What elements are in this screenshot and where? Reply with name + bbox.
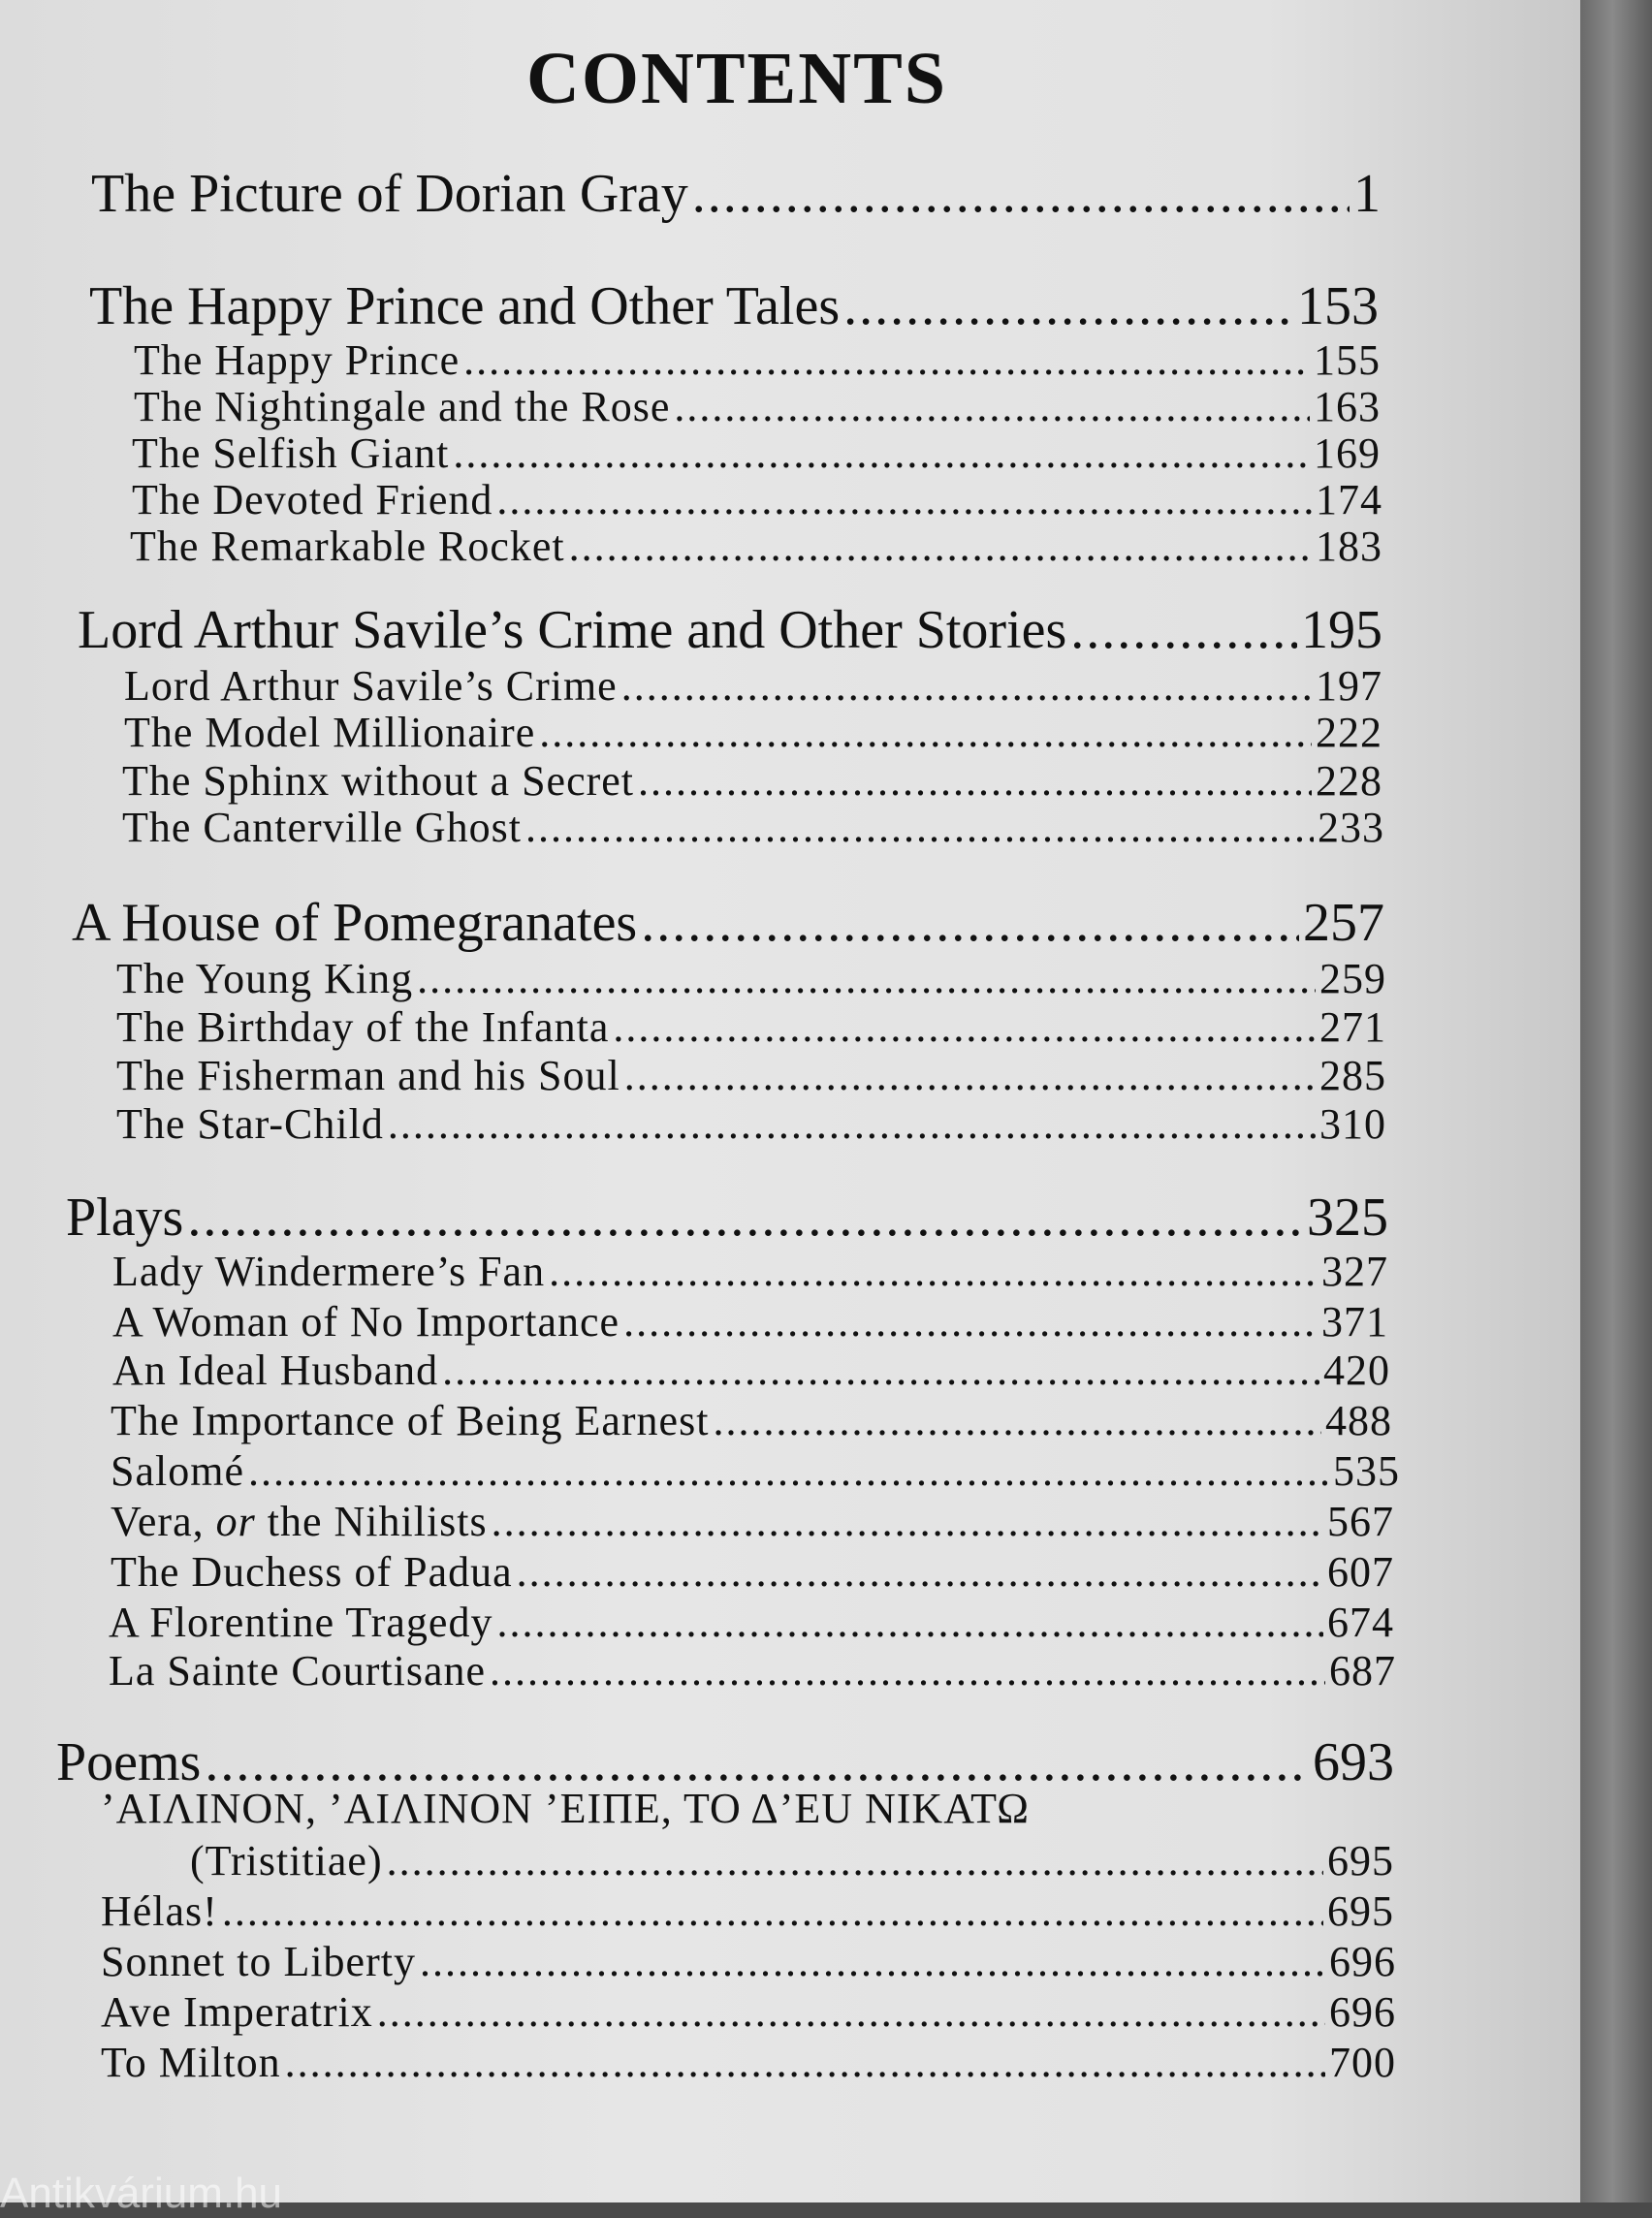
toc-entry-label: The Selfish Giant — [132, 429, 450, 477]
toc-entry — [116, 954, 1386, 1003]
leader-dots — [525, 803, 1314, 852]
toc-entry-label: The Fisherman and his Soul — [116, 1052, 620, 1099]
toc-section-label: Lord Arthur Savile’s Crime and Other Stories — [78, 600, 1067, 660]
leader-dots — [496, 475, 1312, 524]
toc-entry-label: The Nightingale and the Rose — [134, 383, 671, 430]
toc-entry-page: 567 — [1327, 1498, 1394, 1545]
leader-dots — [1070, 599, 1297, 661]
toc-entry — [112, 1346, 1390, 1395]
toc-entry-label: To Milton — [101, 2039, 281, 2086]
leader-dots — [387, 1836, 1323, 1885]
toc-entry-page: 1 — [1353, 164, 1381, 224]
toc-section-label: A House of Pomegranates — [72, 893, 638, 953]
toc-entry — [124, 708, 1382, 757]
toc-entry — [134, 382, 1381, 431]
leader-dots — [417, 954, 1316, 1003]
toc-entry-label: The Model Millionaire — [124, 709, 536, 756]
toc-entry-page: 259 — [1319, 955, 1386, 1002]
toc-entry-page: 696 — [1329, 1938, 1396, 1985]
leader-dots — [222, 1886, 1323, 1936]
toc-entry — [116, 1002, 1386, 1052]
toc-entry — [116, 1051, 1386, 1100]
toc-entry-page: 197 — [1316, 662, 1382, 710]
leader-dots — [569, 522, 1312, 571]
toc-entry-label: The Devoted Friend — [132, 476, 493, 523]
toc-entry-label: The Remarkable Rocket — [130, 523, 565, 570]
leader-dots — [539, 708, 1312, 757]
toc-entry — [130, 522, 1382, 571]
leader-dots — [674, 382, 1310, 431]
toc-entry-label: The Picture of Dorian Gray — [91, 164, 688, 224]
toc-section-page: 693 — [1313, 1732, 1394, 1792]
toc-entry-page: 163 — [1314, 383, 1381, 430]
leader-dots — [621, 661, 1312, 711]
leader-dots — [377, 1987, 1325, 2037]
toc-entry-page: 371 — [1321, 1298, 1388, 1346]
leader-dots — [490, 1646, 1325, 1695]
leader-dots — [692, 163, 1350, 225]
toc-entry — [111, 1396, 1392, 1445]
toc-entry-label: Salomé — [111, 1447, 244, 1495]
toc-entry — [112, 1297, 1388, 1347]
toc-section-happy-prince-tales — [89, 275, 1379, 337]
toc-entry-page: 183 — [1316, 523, 1382, 570]
toc-entry-label: A Florentine Tragedy — [109, 1599, 493, 1646]
toc-entry-label — [111, 1497, 488, 1546]
toc-entry — [122, 803, 1384, 852]
leader-dots — [641, 892, 1299, 954]
toc-entry-label: An Ideal Husband — [112, 1347, 439, 1394]
toc-entry-label-part: the Nihilists — [255, 1498, 488, 1545]
toc-entry-page: 695 — [1327, 1837, 1394, 1885]
toc-entry-page: 695 — [1327, 1887, 1394, 1935]
toc-entry-label: Lady Windermere’s Fan — [112, 1248, 546, 1295]
toc-entry-page: 174 — [1316, 476, 1382, 523]
toc-entry — [134, 335, 1381, 385]
leader-dots — [613, 1002, 1316, 1052]
toc-section-plays — [66, 1187, 1388, 1249]
toc-entry-label: The Happy Prince — [134, 336, 461, 384]
leader-dots — [638, 756, 1312, 806]
toc-entry-label: The Importance of Being Earnest — [111, 1397, 710, 1444]
leader-dots — [248, 1446, 1329, 1496]
toc-entry-label: Ave Imperatrix — [101, 1988, 373, 2036]
toc-entry-page: 535 — [1333, 1447, 1400, 1495]
toc-entry — [122, 756, 1382, 806]
toc-section-label: Plays — [66, 1188, 184, 1248]
greek-poem-title: ’ΑΙΛΙΝΟΝ, ’ΑΙΛΙΝΟΝ ’ΕΙΠΕ, ΤΟ Δ’ΕU ΝΙΚΑΤΩ — [101, 1785, 1030, 1832]
toc-entry-page: 327 — [1321, 1248, 1388, 1295]
leader-dots — [623, 1297, 1318, 1347]
leader-dots — [463, 335, 1310, 385]
leader-dots — [713, 1396, 1321, 1445]
leader-dots — [492, 1497, 1323, 1546]
toc-entry — [111, 1497, 1394, 1546]
toc-entry — [101, 1987, 1396, 2037]
toc-entry-label-part: Vera, — [111, 1498, 216, 1545]
toc-entry-label: The Birthday of the Infanta — [116, 1003, 610, 1051]
toc-section-pomegranates — [72, 892, 1384, 954]
toc-entry — [101, 1886, 1394, 1936]
toc-entry — [109, 1646, 1396, 1695]
toc-entry-page: 222 — [1316, 709, 1382, 756]
toc-entry-page: 233 — [1318, 804, 1384, 851]
toc-entry-page: 285 — [1319, 1052, 1386, 1099]
toc-section-page: 195 — [1301, 600, 1382, 660]
toc-entry — [124, 661, 1382, 711]
leader-dots — [843, 275, 1293, 337]
toc-entry — [111, 1547, 1394, 1597]
toc-entry-page: 674 — [1327, 1599, 1394, 1646]
leader-dots — [517, 1547, 1323, 1597]
toc-entry-label: Sonnet to Liberty — [101, 1938, 416, 1985]
leader-dots — [453, 428, 1310, 478]
toc-entry-page: 687 — [1329, 1647, 1396, 1695]
toc-section-page: 325 — [1307, 1188, 1388, 1248]
leader-dots — [624, 1051, 1316, 1100]
toc-entry-label: Hélas! — [101, 1887, 218, 1935]
toc-entry-label: (Tristitiae) — [190, 1837, 383, 1885]
toc-entry — [116, 1099, 1386, 1149]
toc-entry-label: The Duchess of Padua — [111, 1548, 513, 1596]
toc-entry — [101, 2038, 1396, 2087]
leader-dots — [549, 1247, 1318, 1296]
toc-section-page: 257 — [1303, 893, 1384, 953]
toc-entry-page: 228 — [1316, 757, 1382, 805]
toc-section-label: The Happy Prince and Other Tales — [89, 276, 841, 336]
watermark: Antikvárium.hu — [0, 2170, 283, 2217]
toc-entry — [109, 1598, 1394, 1647]
leader-dots — [442, 1346, 1319, 1395]
toc-section-savile — [78, 599, 1382, 661]
toc-entry-page: 700 — [1329, 2039, 1396, 2086]
toc-entry-label: A Woman of No Importance — [112, 1298, 620, 1346]
leader-dots — [496, 1598, 1323, 1647]
toc-section-page: 153 — [1297, 276, 1379, 336]
leader-dots — [187, 1187, 1303, 1249]
toc-entry-label: The Young King — [116, 955, 414, 1002]
toc-entry-page: 155 — [1314, 336, 1381, 384]
toc-entry-page: 488 — [1325, 1397, 1392, 1444]
toc-entry-label: The Canterville Ghost — [122, 804, 523, 851]
toc-entry — [132, 428, 1381, 478]
toc-entry — [132, 475, 1382, 524]
toc-entry-page: 420 — [1323, 1347, 1390, 1394]
toc-entry-page: 607 — [1327, 1548, 1394, 1596]
leader-dots — [388, 1099, 1316, 1149]
toc-section-label: Poems — [56, 1732, 202, 1792]
toc-entry-label: The Sphinx without a Secret — [122, 757, 635, 805]
page-title: CONTENTS — [525, 38, 948, 119]
leader-dots — [285, 2038, 1325, 2087]
toc-entry-dorian-gray — [91, 163, 1381, 225]
toc-entry-page: 169 — [1314, 429, 1381, 477]
toc-entry — [111, 1446, 1400, 1496]
toc-entry-label: La Sainte Courtisane — [109, 1647, 487, 1695]
toc-entry-label: Lord Arthur Savile’s Crime — [124, 662, 618, 710]
toc-entry-page: 271 — [1319, 1003, 1386, 1051]
toc-entry — [112, 1247, 1388, 1296]
toc-entry — [190, 1836, 1394, 1885]
toc-entry-label-italic: or — [215, 1498, 256, 1545]
toc-entry-label: The Star-Child — [116, 1100, 384, 1148]
toc-entry-page: 310 — [1319, 1100, 1386, 1148]
toc-entry — [101, 1937, 1396, 1986]
leader-dots — [420, 1937, 1325, 1986]
toc-entry-page: 696 — [1329, 1988, 1396, 2036]
page-gutter-shadow — [1580, 0, 1652, 2202]
